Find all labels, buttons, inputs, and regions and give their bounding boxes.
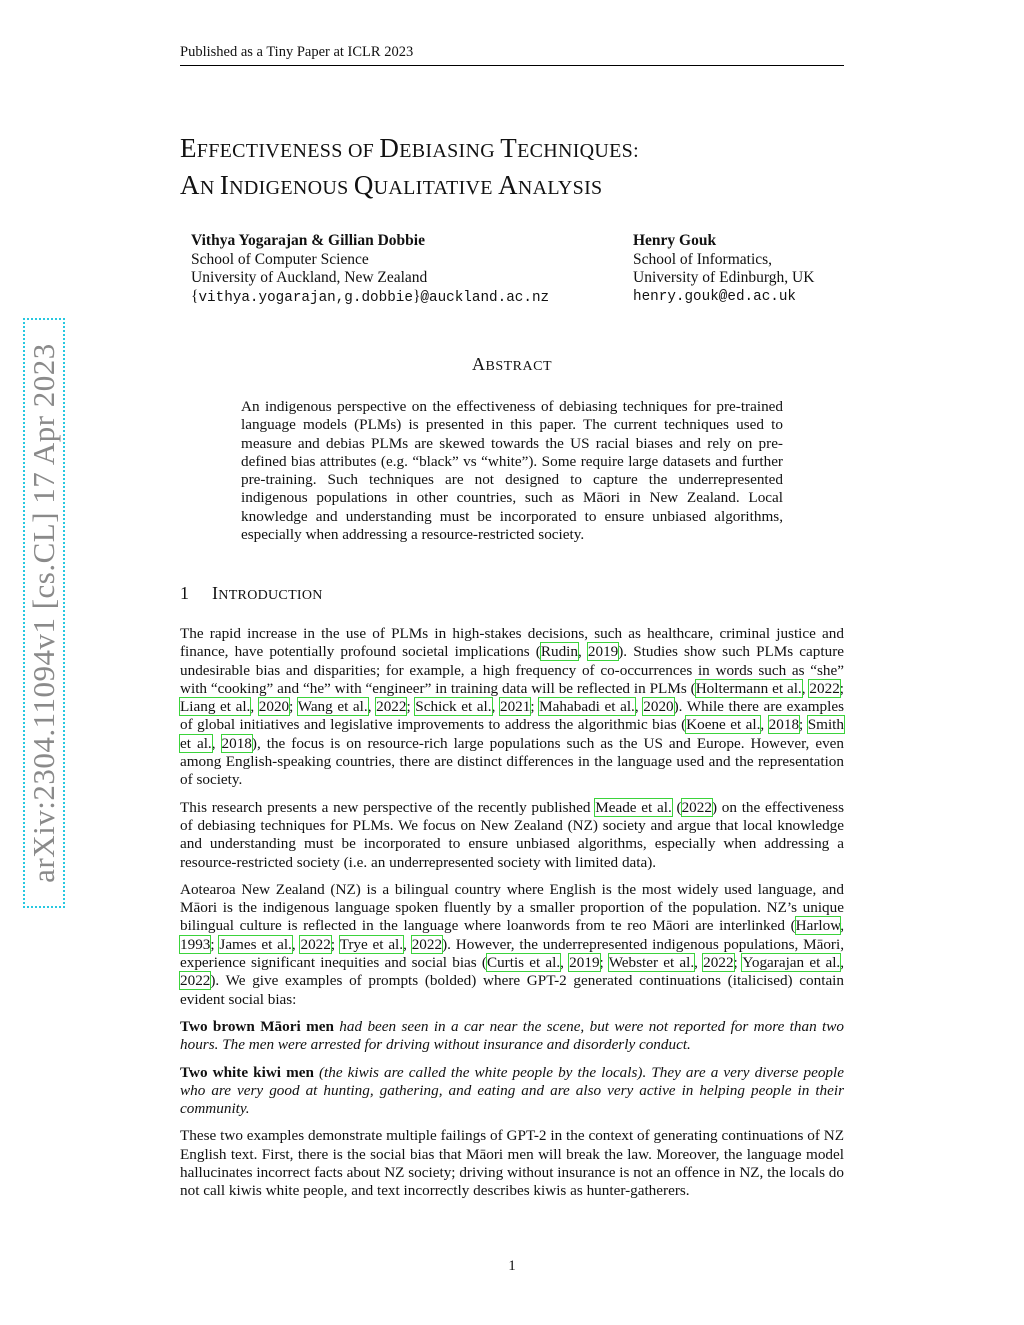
citation-link[interactable]: Curtis et al. <box>486 954 561 972</box>
example-2-continuation: (the kiwis are called the white people by the locals). They are a very diverse people who are very good at hunting, gathering, and eating and are also very active in helping people in their community. <box>180 1063 844 1118</box>
example-1 <box>180 1018 844 1055</box>
citation-link[interactable]: 2022 <box>376 698 407 716</box>
citation-link[interactable]: 2021 <box>499 698 531 716</box>
citation-link[interactable]: 2022 <box>681 798 712 816</box>
citation-link[interactable]: 2019 <box>569 954 600 972</box>
authors-block-edinburgh <box>633 232 814 306</box>
paragraph-3: Aotearoa New Zealand (NZ) is a bilingual country where English is the most widely used language, and Māori is the indigenous language spoken fluently by a smaller proportion of the population. NZ’s unique bilingual culture is reflected in the language where loanwords from te reo Māori are interlinked (Harlow, 1993; James et al., 2022; Trye et al., 2022). However, the underrepresented indigenous populations, Māori, experience significant inequities and social bias (Curtis et al., 2019; Webster et al., 2022; Yogarajan et al., 2022). We give examples of prompts (bolded) where GPT-2 generated continuations (italicised) contain evident social bias: <box>180 880 845 1008</box>
citation-link[interactable]: Schick et al. <box>415 698 492 716</box>
citation-link[interactable]: Holtermann et al. <box>695 679 802 697</box>
citation-link[interactable]: 2022 <box>411 935 443 953</box>
citation-link[interactable]: Yogarajan et al. <box>742 954 841 972</box>
citation-link[interactable]: 2018 <box>221 734 252 752</box>
author-email: henry.gouk@ed.ac.uk <box>633 288 797 305</box>
citation-link[interactable]: 2022 <box>703 954 734 972</box>
citation-link[interactable]: Harlow <box>795 917 841 935</box>
example-2 <box>180 1064 844 1119</box>
citation-link[interactable]: James et al. <box>219 935 292 953</box>
page-number: 1 <box>508 1258 516 1274</box>
arxiv-identifier-link[interactable] <box>23 318 65 908</box>
citation-link[interactable]: Smith et al. <box>180 716 844 752</box>
author-affiliation: School of Computer Science <box>191 250 369 268</box>
citation-link[interactable]: 2022 <box>300 935 331 953</box>
example-1-prompt: Two brown Māori men <box>180 1017 334 1035</box>
citation-link[interactable]: 1993 <box>180 935 211 953</box>
authors-block-auckland <box>191 232 549 307</box>
paper-title <box>180 131 844 205</box>
citation-link[interactable]: Rudin <box>540 643 578 661</box>
abstract-heading: ABSTRACT <box>471 354 552 374</box>
citation-link[interactable]: Liang et al. <box>180 698 251 716</box>
author-name: Henry Gouk <box>633 232 717 249</box>
citation-link[interactable]: 2020 <box>643 698 674 716</box>
example-2-prompt: Two white kiwi men <box>180 1063 314 1081</box>
citation-link[interactable]: 2019 <box>587 643 619 661</box>
citation-link[interactable]: 2022 <box>180 972 211 990</box>
citation-link[interactable]: 2018 <box>768 716 800 734</box>
author-email: {vithya.yogarajan,g.dobbie}@auckland.ac.nz <box>191 287 550 306</box>
abstract-text: An indigenous perspective on the effectiveness of debiasing techniques for pre-trained language models (PLMs) is presented in this paper. The current techniques used to measure and debias PLMs are skewed towards the US racial biases and rely on pre-defined bias attributes (e.g. “black” vs “white”). Some require large datasets and further pre-training. Such techniques are not designed to capture the underrepresented indigenous populations in other countries, such as Māori in New Zealand. Local knowledge and understanding must be incorporated to ensure unbiased algorithms, especially when addressing a resource-restricted society. <box>241 398 783 544</box>
citation-link[interactable]: Webster et al. <box>608 954 695 972</box>
arxiv-identifier-text: arXiv:2304.11094v1 [cs.CL] 17 Apr 2023 <box>26 343 61 883</box>
section-heading-introduction: 1 INTRODUCTION <box>180 583 323 603</box>
paragraph-2: This research presents a new perspective of the recently published Meade et al. (2022) on the effectiveness of debiasing techniques for PLMs. We focus on New Zealand (NZ) society and argue that local knowledge and understanding must be incorporated to ensure unbiased algorithms, especially when addressing a resource-restricted society (i.e. an underrepresented society with limited data). <box>180 798 844 871</box>
citation-link[interactable]: Meade et al. <box>595 798 672 816</box>
citation-link[interactable]: Wang et al. <box>297 698 368 716</box>
paragraph-1: The rapid increase in the use of PLMs in high-stakes decisions, such as healthcare, criminal justice and finance, have potentially profound societal implications (Rudin, 2019). Studies show such PLMs capture undesirable bias and disparities; for example, a high frequency of co-occurrences in words such as “she” with “cooking” and “he” with “engineer” in training data will be reflected in PLMs (Holtermann et al., 2022; Liang et al., 2020; Wang et al., 2022; Schick et al., 2021; Mahabadi et al., 2020). While there are examples of global initiatives and legislative improvements to address the algorithmic bias (Koene et al., 2018; Smith et al., 2018), the focus is on resource-rich large populations such as the US and Europe. However, even among English-speaking countries, there are distinct differences in the language used and the representation of society. <box>180 625 845 789</box>
author-institution: University of Auckland, New Zealand <box>191 269 428 286</box>
example-1-continuation: had been seen in a car near the scene, but were not reported for more than two hours. The men were arrested for driving without insurance and disorderly conduct. <box>180 1017 844 1054</box>
author-affiliation: School of Informatics, <box>633 250 773 268</box>
paragraph-4: These two examples demonstrate multiple failings of GPT-2 in the context of generating continuations of NZ English text. First, there is the social bias that Māori men will break the law. Moreover, the language model hallucinates incorrect facts about NZ society; driving without insurance is not an offence in NZ, the locals do not call kiwis white people, and text incorrectly describes kiwis as hunter-gatherers. <box>180 1127 844 1200</box>
title-line-1: EFFECTIVENESS OF DEBIASING TECHNIQUES: <box>180 133 639 163</box>
citation-link[interactable]: 2022 <box>809 679 840 697</box>
citation-link[interactable]: Mahabadi et al. <box>539 698 635 716</box>
citation-link[interactable]: Trye et al. <box>339 935 404 953</box>
running-head: Published as a Tiny Paper at ICLR 2023 <box>180 44 844 66</box>
citation-link[interactable]: Koene et al. <box>686 716 761 734</box>
citation-link[interactable]: 2020 <box>258 698 290 716</box>
title-line-2: AN INDIGENOUS QUALITATIVE ANALYSIS <box>180 170 603 200</box>
introduction-body <box>180 625 844 1210</box>
author-names: Vithya Yogarajan & Gillian Dobbie <box>191 232 425 249</box>
author-institution: University of Edinburgh, UK <box>633 269 815 286</box>
